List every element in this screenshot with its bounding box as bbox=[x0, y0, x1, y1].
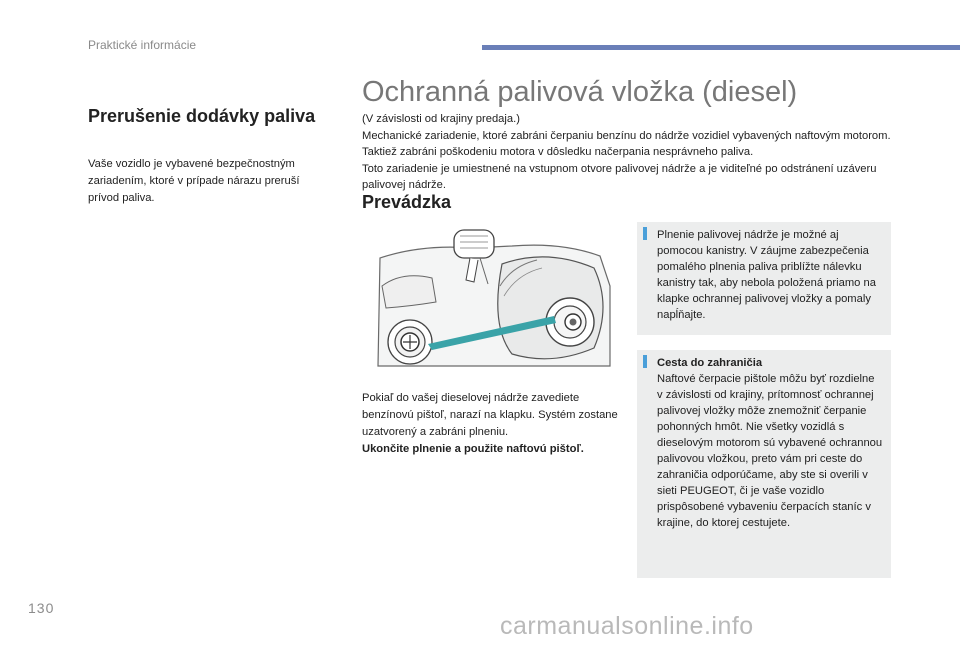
caption-instruction: Ukončite plnenie a použite naftovú pištoľ. bbox=[362, 443, 584, 455]
intro-paragraph: Mechanické zariadenie, ktoré zabráni čerpaniu benzínu do nádrže vozidiel vybavených naftovým motorom. Taktiež zabráni poškodeniu motora v dôsledku načerpania nesprávneho paliva. bbox=[362, 129, 891, 158]
intro-paragraph: (V závislosti od krajiny predaja.) bbox=[362, 113, 520, 125]
illustration-drawing bbox=[362, 226, 617, 376]
operation-caption bbox=[362, 390, 622, 458]
caption-text: Pokiaľ do vašej dieselovej nádrže zavediete benzínovú pištoľ, narazí na klapku. Systém zostane uzatvorený a zabráni plneniu. bbox=[362, 392, 618, 438]
operation-heading: Prevádzka bbox=[362, 192, 452, 212]
note-text: Plnenie palivovej nádrže je možné aj pomocou kanistry. V záujme zabezpečenia pomalého plnenia paliva priblížte nálevku kanistry tak, aby nebola položená priamo na klapke ochrannej palivovej vložky a pomaly napĺňajte. bbox=[657, 229, 876, 321]
header-accent-bar bbox=[482, 45, 960, 50]
note-text: Naftové čerpacie pištole môžu byť rozdielne v závislosti od krajiny, prítomnosť ochrannej palivovej vložky môže znemožniť čerpanie pohonných hmôt. Nie všetky vozidlá s dieselovým motorom sú vybavené ochrannou palivovou vložkou, preto vám pri ceste do zahraničia odporúčame, aby ste si overili v sieti PEUGEOT, či je vaše vozidlo prispôsobené vybaveniu čerpacích staníc v krajine, do ktorej cestujete. bbox=[657, 373, 883, 529]
note-jerrycan bbox=[637, 222, 891, 335]
note-title: Cesta do zahraničia bbox=[657, 357, 763, 369]
note-travel-abroad bbox=[637, 350, 891, 578]
intro-paragraph: Toto zariadenie je umiestnené na vstupnom otvore palivovej nádrže a je viditeľné po odstránení uzáveru palivovej nádrže. bbox=[362, 162, 877, 191]
watermark: carmanualsonline.info bbox=[500, 612, 754, 640]
fuel-cutoff-text: Vaše vozidlo je vybavené bezpečnostným zariadením, ktoré v prípade nárazu preruší prívod paliva. bbox=[88, 158, 300, 204]
info-marker-icon bbox=[643, 355, 647, 368]
page-title: Ochranná palivová vložka (diesel) bbox=[362, 76, 798, 108]
info-marker-icon bbox=[643, 227, 647, 240]
fuel-filler-neck-illustration bbox=[362, 226, 617, 376]
section-title: Praktické informácie bbox=[88, 38, 197, 52]
page-number: 130 bbox=[28, 600, 55, 616]
fuel-cutoff-heading: Prerušenie dodávky paliva bbox=[88, 106, 316, 126]
intro-block bbox=[362, 111, 902, 194]
